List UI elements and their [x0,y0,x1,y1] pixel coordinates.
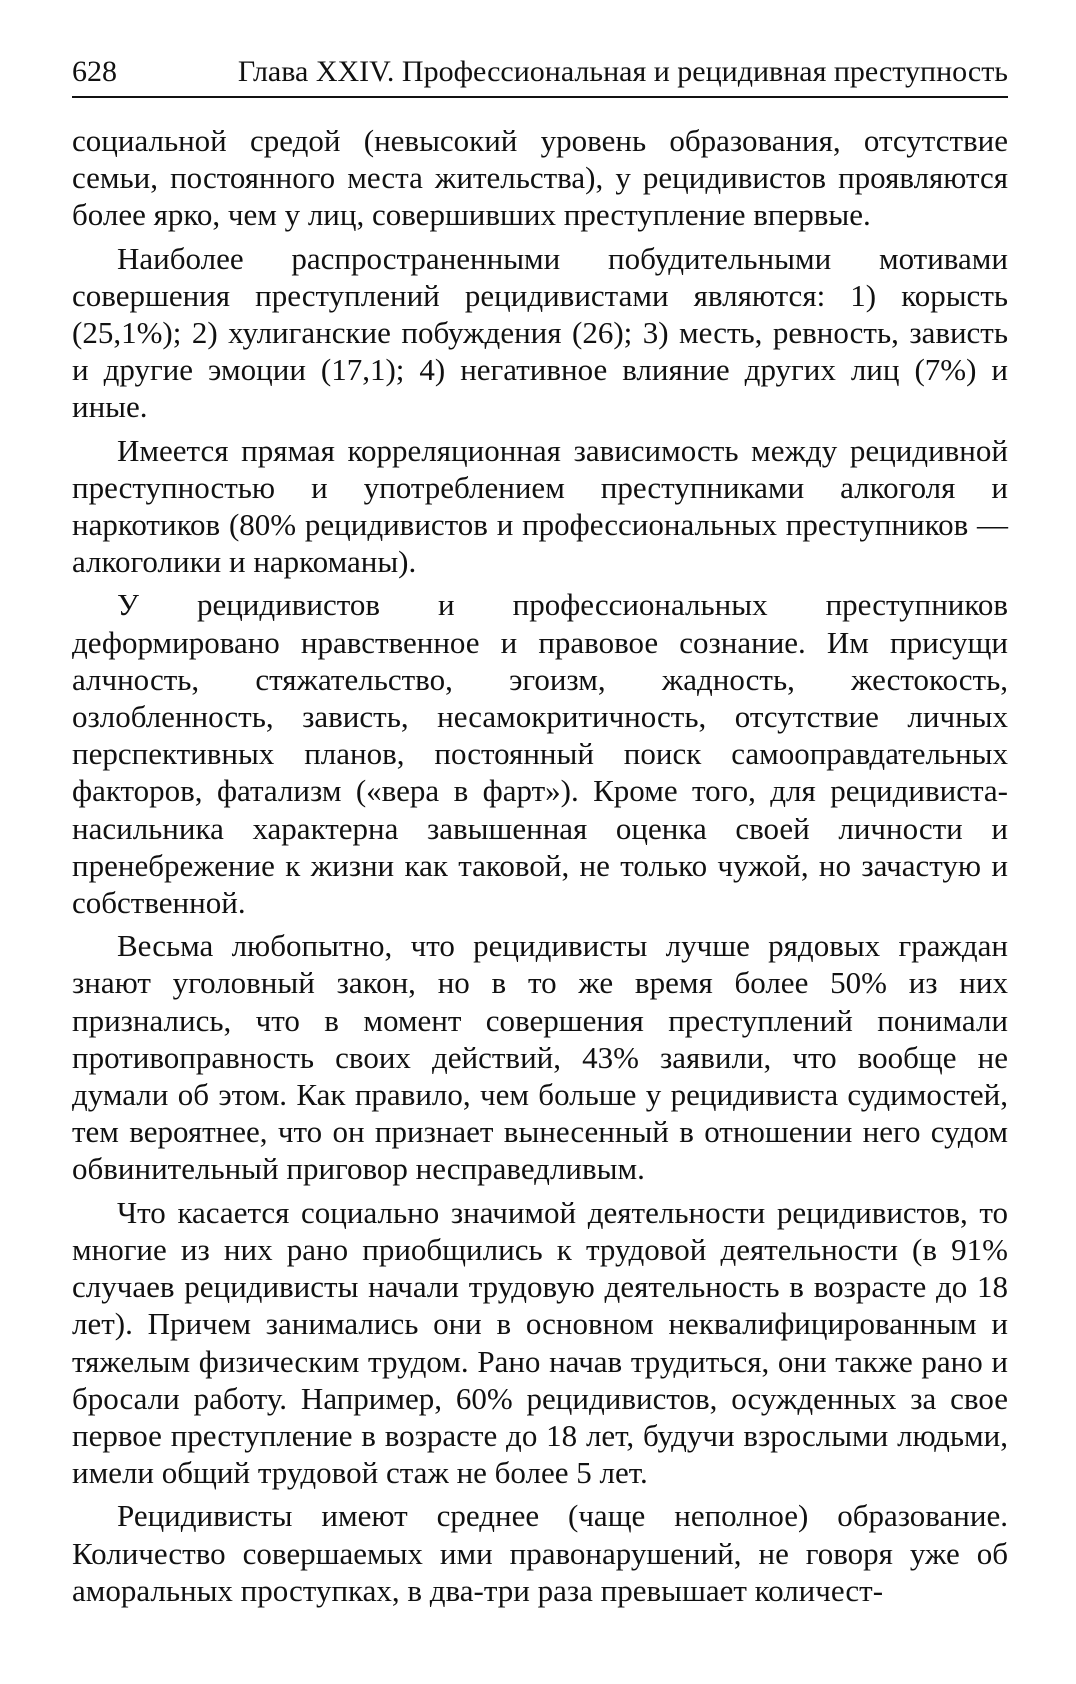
page-number: 628 [72,55,117,88]
paragraph-6: Что касается социально значимой деятельности рецидивистов, то многие из них рано приобщились к трудовой деятельности (в 91% случаев рецидивисты начали трудовую деятельность в возрасте до 18 лет). Причем занимались они в основном неквалифицированным и тяжелым физическим трудом. Рано начав трудиться, они также рано и бросали работу. Например, 60% рецидивистов, осужденных за свое первое преступление в возрасте до 18 лет, будучи взрослыми людьми, имели общий трудовой стаж не более 5 лет. [72,1194,1008,1491]
paragraph-5: Весьма любопытно, что рецидивисты лучше рядовых граждан знают уголовный закон, но в то же время более 50% из них признались, что в момент совершения преступлений понимали противоправность своих действий, 43% заявили, что вообще не думали об этом. Как правило, чем больше у рецидивиста судимостей, тем вероятнее, что он признает вынесенный в отношении него судом обвинительный приговор несправедливым. [72,928,1008,1187]
book-page [72,52,1008,1615]
paragraph-3: Имеется прямая корреляционная зависимость между рецидивной преступностью и употреблением преступниками алкоголя и наркотиков (80% рецидивистов и профессиональных преступников — алкоголики и наркоманы). [72,432,1008,580]
paragraph-4: У рецидивистов и профессиональных преступников деформировано нравственное и правовое сознание. Им присущи алчность, стяжательство, эгоизм, жадность, жестокость, озлобленность, зависть, несамокритичность, отсутствие личных перспективных планов, постоянный поиск самооправдательных факторов, фатализм («вера в фарт»). Кроме того, для рецидивиста-насильника характерна завышенная оценка своей личности и пренебрежение к жизни как таковой, не только чужой, но зачастую и собственной. [72,587,1008,921]
body-text [72,122,1008,1609]
paragraph-2: Наиболее распространенными побудительными мотивами совершения преступлений рецидивистами являются: 1) корысть (25,1%); 2) хулиганские побуждения (26); 3) месть, ревность, зависть и другие эмоции (17,1); 4) негативное влияние других лиц (7%) и иные. [72,240,1008,425]
paragraph-1: социальной средой (невысокий уровень образования, отсутствие семьи, постоянного места жительства), у рецидивистов проявляются более ярко, чем у лиц, совершивших преступление впервые. [72,123,1008,233]
chapter-title: Глава XXIV. Профессиональная и рецидивная преступность [237,55,1008,88]
running-head [72,52,1008,98]
paragraph-7: Рецидивисты имеют среднее (чаще неполное) образование. Количество совершаемых ими правонарушений, не говоря уже об аморальных проступках, в два-три раза превышает количест- [72,1498,1008,1608]
